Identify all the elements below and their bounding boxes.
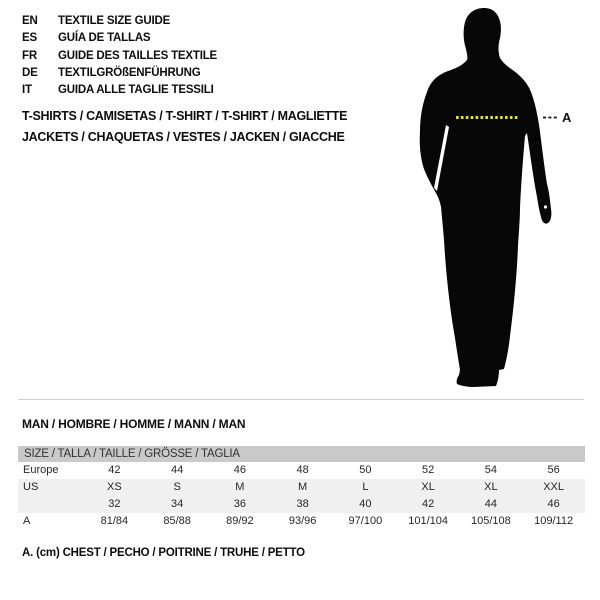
size-value: 93/96 bbox=[288, 515, 317, 527]
size-value: 38 bbox=[296, 498, 309, 510]
language-list bbox=[22, 13, 217, 99]
size-value: XS bbox=[107, 481, 122, 493]
language-title: GUIDA ALLE TAGLIE TESSILI bbox=[58, 84, 214, 97]
size-value: 44 bbox=[171, 464, 184, 476]
size-value: 44 bbox=[484, 498, 497, 510]
language-code: EN bbox=[22, 15, 38, 27]
size-value: 52 bbox=[422, 464, 435, 476]
table-row-us-numeric bbox=[18, 496, 585, 513]
size-value: 48 bbox=[296, 464, 309, 476]
man-silhouette-body bbox=[420, 8, 552, 387]
size-value: S bbox=[173, 481, 181, 493]
size-value: 50 bbox=[359, 464, 372, 476]
size-value: XL bbox=[421, 481, 435, 493]
language-code: ES bbox=[22, 32, 37, 45]
row-label bbox=[18, 496, 83, 513]
category-tshirts: T-SHIRTS / CAMISETAS / T-SHIRT / T-SHIRT / MAGLIETTE bbox=[22, 109, 348, 123]
man-silhouette bbox=[398, 5, 585, 395]
language-code: IT bbox=[22, 84, 32, 97]
language-code: DE bbox=[22, 66, 38, 79]
table-row-chest-cm bbox=[18, 513, 585, 530]
language-code: FR bbox=[22, 49, 37, 62]
language-row-en bbox=[22, 13, 217, 30]
size-value: 101/104 bbox=[408, 515, 448, 527]
thumb-notch bbox=[544, 205, 547, 208]
row-label: US bbox=[23, 481, 39, 493]
size-value: 42 bbox=[108, 464, 121, 476]
size-value: 56 bbox=[547, 464, 560, 476]
size-value: 85/88 bbox=[163, 515, 191, 527]
size-value: 105/108 bbox=[470, 515, 511, 527]
size-value: 46 bbox=[547, 498, 560, 510]
divider-line bbox=[18, 399, 584, 400]
garment-categories bbox=[22, 106, 347, 148]
size-value: 40 bbox=[359, 498, 372, 510]
language-title: TEXTILE SIZE GUIDE bbox=[58, 15, 171, 27]
size-value: XXL bbox=[543, 481, 565, 493]
size-value: 109/112 bbox=[534, 515, 574, 527]
size-value: 54 bbox=[484, 464, 497, 476]
size-value: 89/92 bbox=[226, 515, 254, 527]
size-value: 46 bbox=[233, 464, 246, 476]
size-value: XL bbox=[484, 481, 498, 493]
language-title: TEXTILGRÖßENFÜHRUNG bbox=[58, 66, 201, 79]
size-table-header: SIZE / TALLA / TAILLE / GRÖSSE / TAGLIA bbox=[18, 446, 585, 462]
language-title: GUIDE DES TAILLES TEXTILE bbox=[58, 49, 217, 62]
size-value: 36 bbox=[233, 498, 246, 510]
language-row-fr bbox=[22, 48, 217, 65]
row-label: A bbox=[23, 515, 31, 527]
size-value: M bbox=[298, 481, 308, 493]
size-value: 81/84 bbox=[100, 515, 129, 527]
language-row-de bbox=[22, 65, 217, 82]
size-value: 97/100 bbox=[348, 515, 383, 527]
size-value: 42 bbox=[422, 498, 435, 510]
row-label: Europe bbox=[23, 464, 59, 476]
table-row-us-letter bbox=[18, 479, 585, 496]
size-value: 32 bbox=[108, 498, 121, 510]
measure-label: A bbox=[562, 110, 572, 125]
language-title: GUÍA DE TALLAS bbox=[58, 32, 151, 45]
measurement-footnote: A. (cm) CHEST / PECHO / POITRINE / TRUHE / PETTO bbox=[22, 547, 305, 559]
language-row-es bbox=[22, 30, 217, 47]
section-title-man: MAN / HOMBRE / HOMME / MANN / MAN bbox=[22, 417, 246, 431]
size-value: M bbox=[235, 481, 245, 493]
size-value: 34 bbox=[171, 498, 184, 510]
table-row-europe bbox=[18, 462, 585, 479]
size-value: L bbox=[362, 481, 369, 493]
size-table bbox=[18, 446, 585, 530]
language-row-it bbox=[22, 82, 217, 99]
category-jackets: JACKETS / CHAQUETAS / VESTES / JACKEN / GIACCHE bbox=[22, 130, 345, 144]
